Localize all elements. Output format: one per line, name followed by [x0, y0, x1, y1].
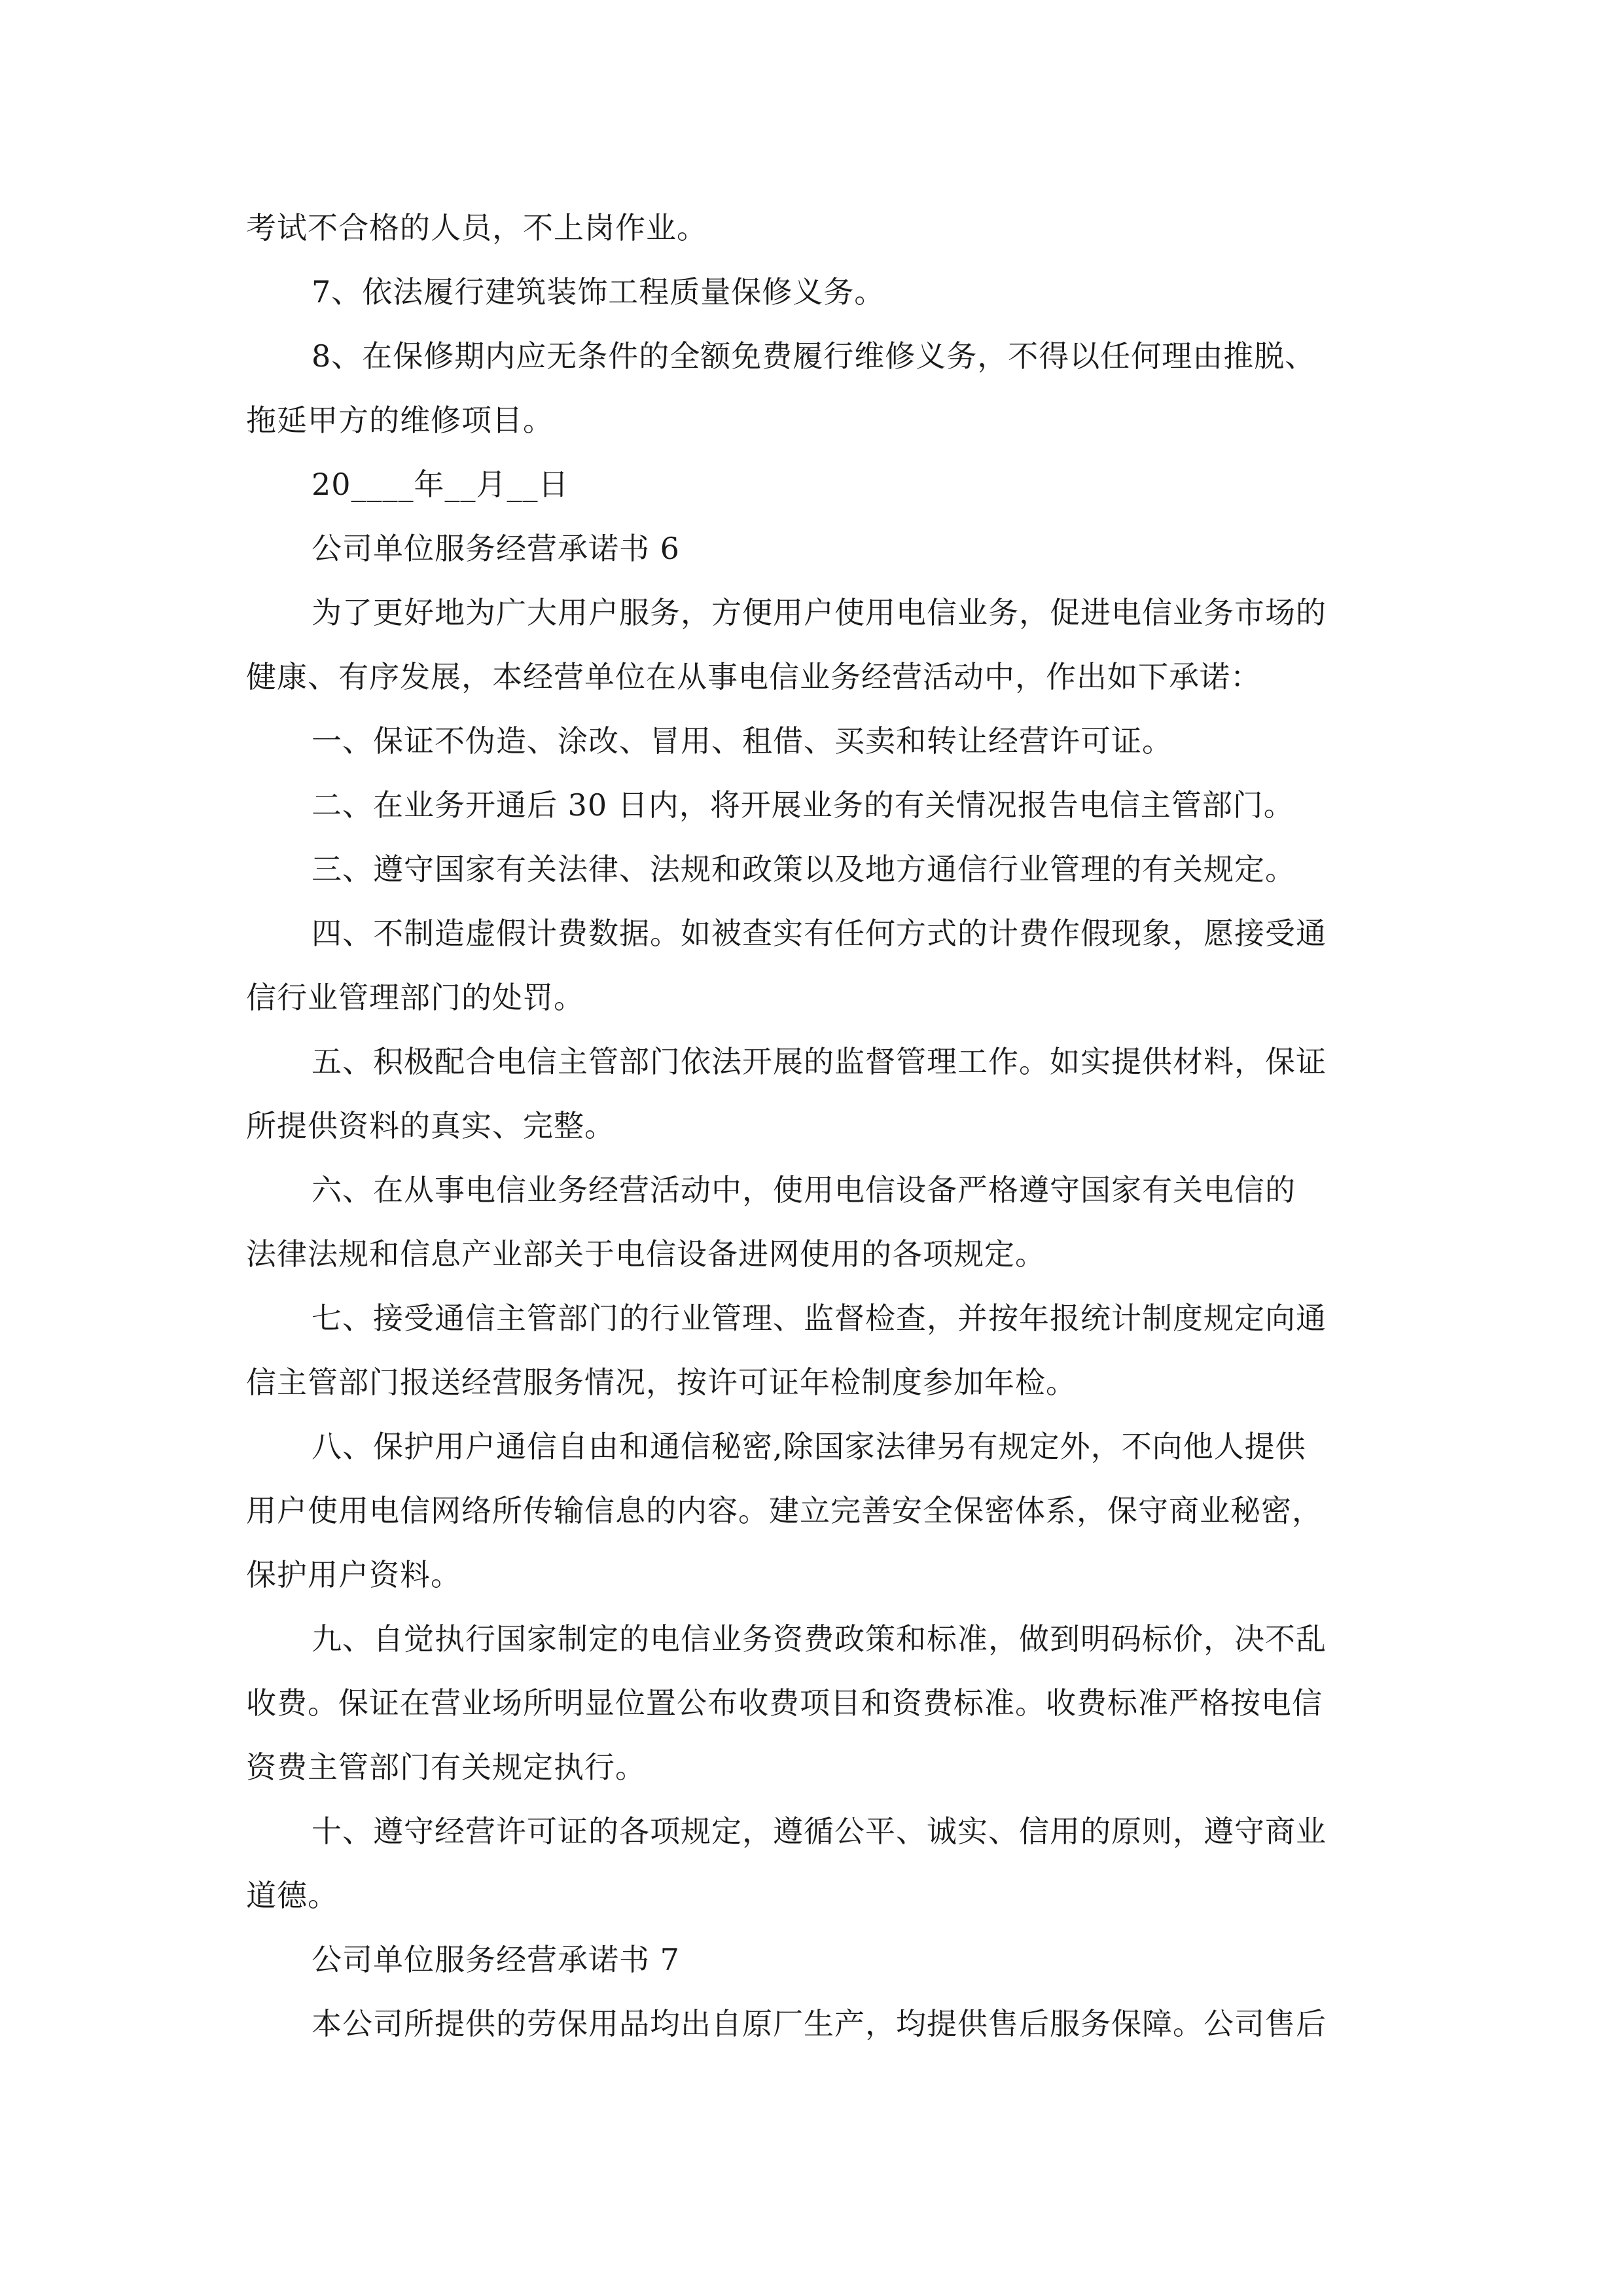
paragraph-line: 资费主管部门有关规定执行。: [246, 1749, 646, 1785]
paragraph-line: 二、在业务开通后 30 日内，将开展业务的有关情况报告电信主管部门。: [312, 787, 1294, 823]
paragraph-line: 收费。保证在营业场所明显位置公布收费项目和资费标准。收费标准严格按电信: [246, 1685, 1323, 1721]
paragraph-line: 四、不制造虚假计费数据。如被查实有任何方式的计费作假现象，愿接受通: [312, 916, 1327, 951]
paragraph-line: 拖延甲方的维修项目。: [246, 403, 554, 438]
paragraph-line: 法律法规和信息产业部关于电信设备进网使用的各项规定。: [246, 1236, 1046, 1272]
paragraph-line: 8、在保修期内应无条件的全额免费履行维修义务，不得以任何理由推脱、: [312, 338, 1316, 374]
paragraph-line: 三、遵守国家有关法律、法规和政策以及地方通信行业管理的有关规定。: [312, 852, 1296, 887]
paragraph-line: 本公司所提供的劳保用品均出自原厂生产，均提供售后服务保障。公司售后: [312, 2006, 1327, 2041]
section-title: 公司单位服务经营承诺书 7: [312, 1942, 680, 1977]
paragraph-line: 八、保护用户通信自由和通信秘密,除国家法律另有规定外，不向他人提供: [312, 1429, 1306, 1464]
paragraph-line: 道德。: [246, 1878, 338, 1913]
paragraph-line: 7、依法履行建筑装饰工程质量保修义务。: [312, 274, 885, 310]
paragraph-line: 健康、有序发展，本经营单位在从事电信业务经营活动中，作出如下承诺：: [246, 659, 1261, 694]
date-line: 20____年__月__日: [312, 467, 569, 502]
paragraph-line: 九、自觉执行国家制定的电信业务资费政策和标准，做到明码标价，决不乱: [312, 1621, 1327, 1657]
paragraph-line: 七、接受通信主管部门的行业管理、监督检查，并按年报统计制度规定向通: [312, 1300, 1327, 1336]
paragraph-line: 信主管部门报送经营服务情况，按许可证年检制度参加年检。: [246, 1365, 1077, 1400]
paragraph-line: 五、积极配合电信主管部门依法开展的监督管理工作。如实提供材料，保证: [312, 1044, 1327, 1079]
paragraph-line: 信行业管理部门的处罚。: [246, 980, 584, 1015]
paragraph-line: 六、在从事电信业务经营活动中，使用电信设备严格遵守国家有关电信的: [312, 1172, 1296, 1208]
section-title: 公司单位服务经营承诺书 6: [312, 531, 680, 566]
paragraph-line: 用户使用电信网络所传输信息的内容。建立完善安全保密体系，保守商业秘密，: [246, 1493, 1323, 1528]
paragraph-line: 十、遵守经营许可证的各项规定，遵循公平、诚实、信用的原则，遵守商业: [312, 1814, 1327, 1849]
paragraph-line: 所提供资料的真实、完整。: [246, 1108, 615, 1143]
paragraph-line: 保护用户资料。: [246, 1557, 461, 1592]
paragraph-line: 一、保证不伪造、涂改、冒用、租借、买卖和转让经营许可证。: [312, 723, 1173, 759]
paragraph-line: 为了更好地为广大用户服务，方便用户使用电信业务，促进电信业务市场的: [312, 595, 1327, 630]
paragraph-line: 考试不合格的人员，不上岗作业。: [246, 210, 707, 245]
